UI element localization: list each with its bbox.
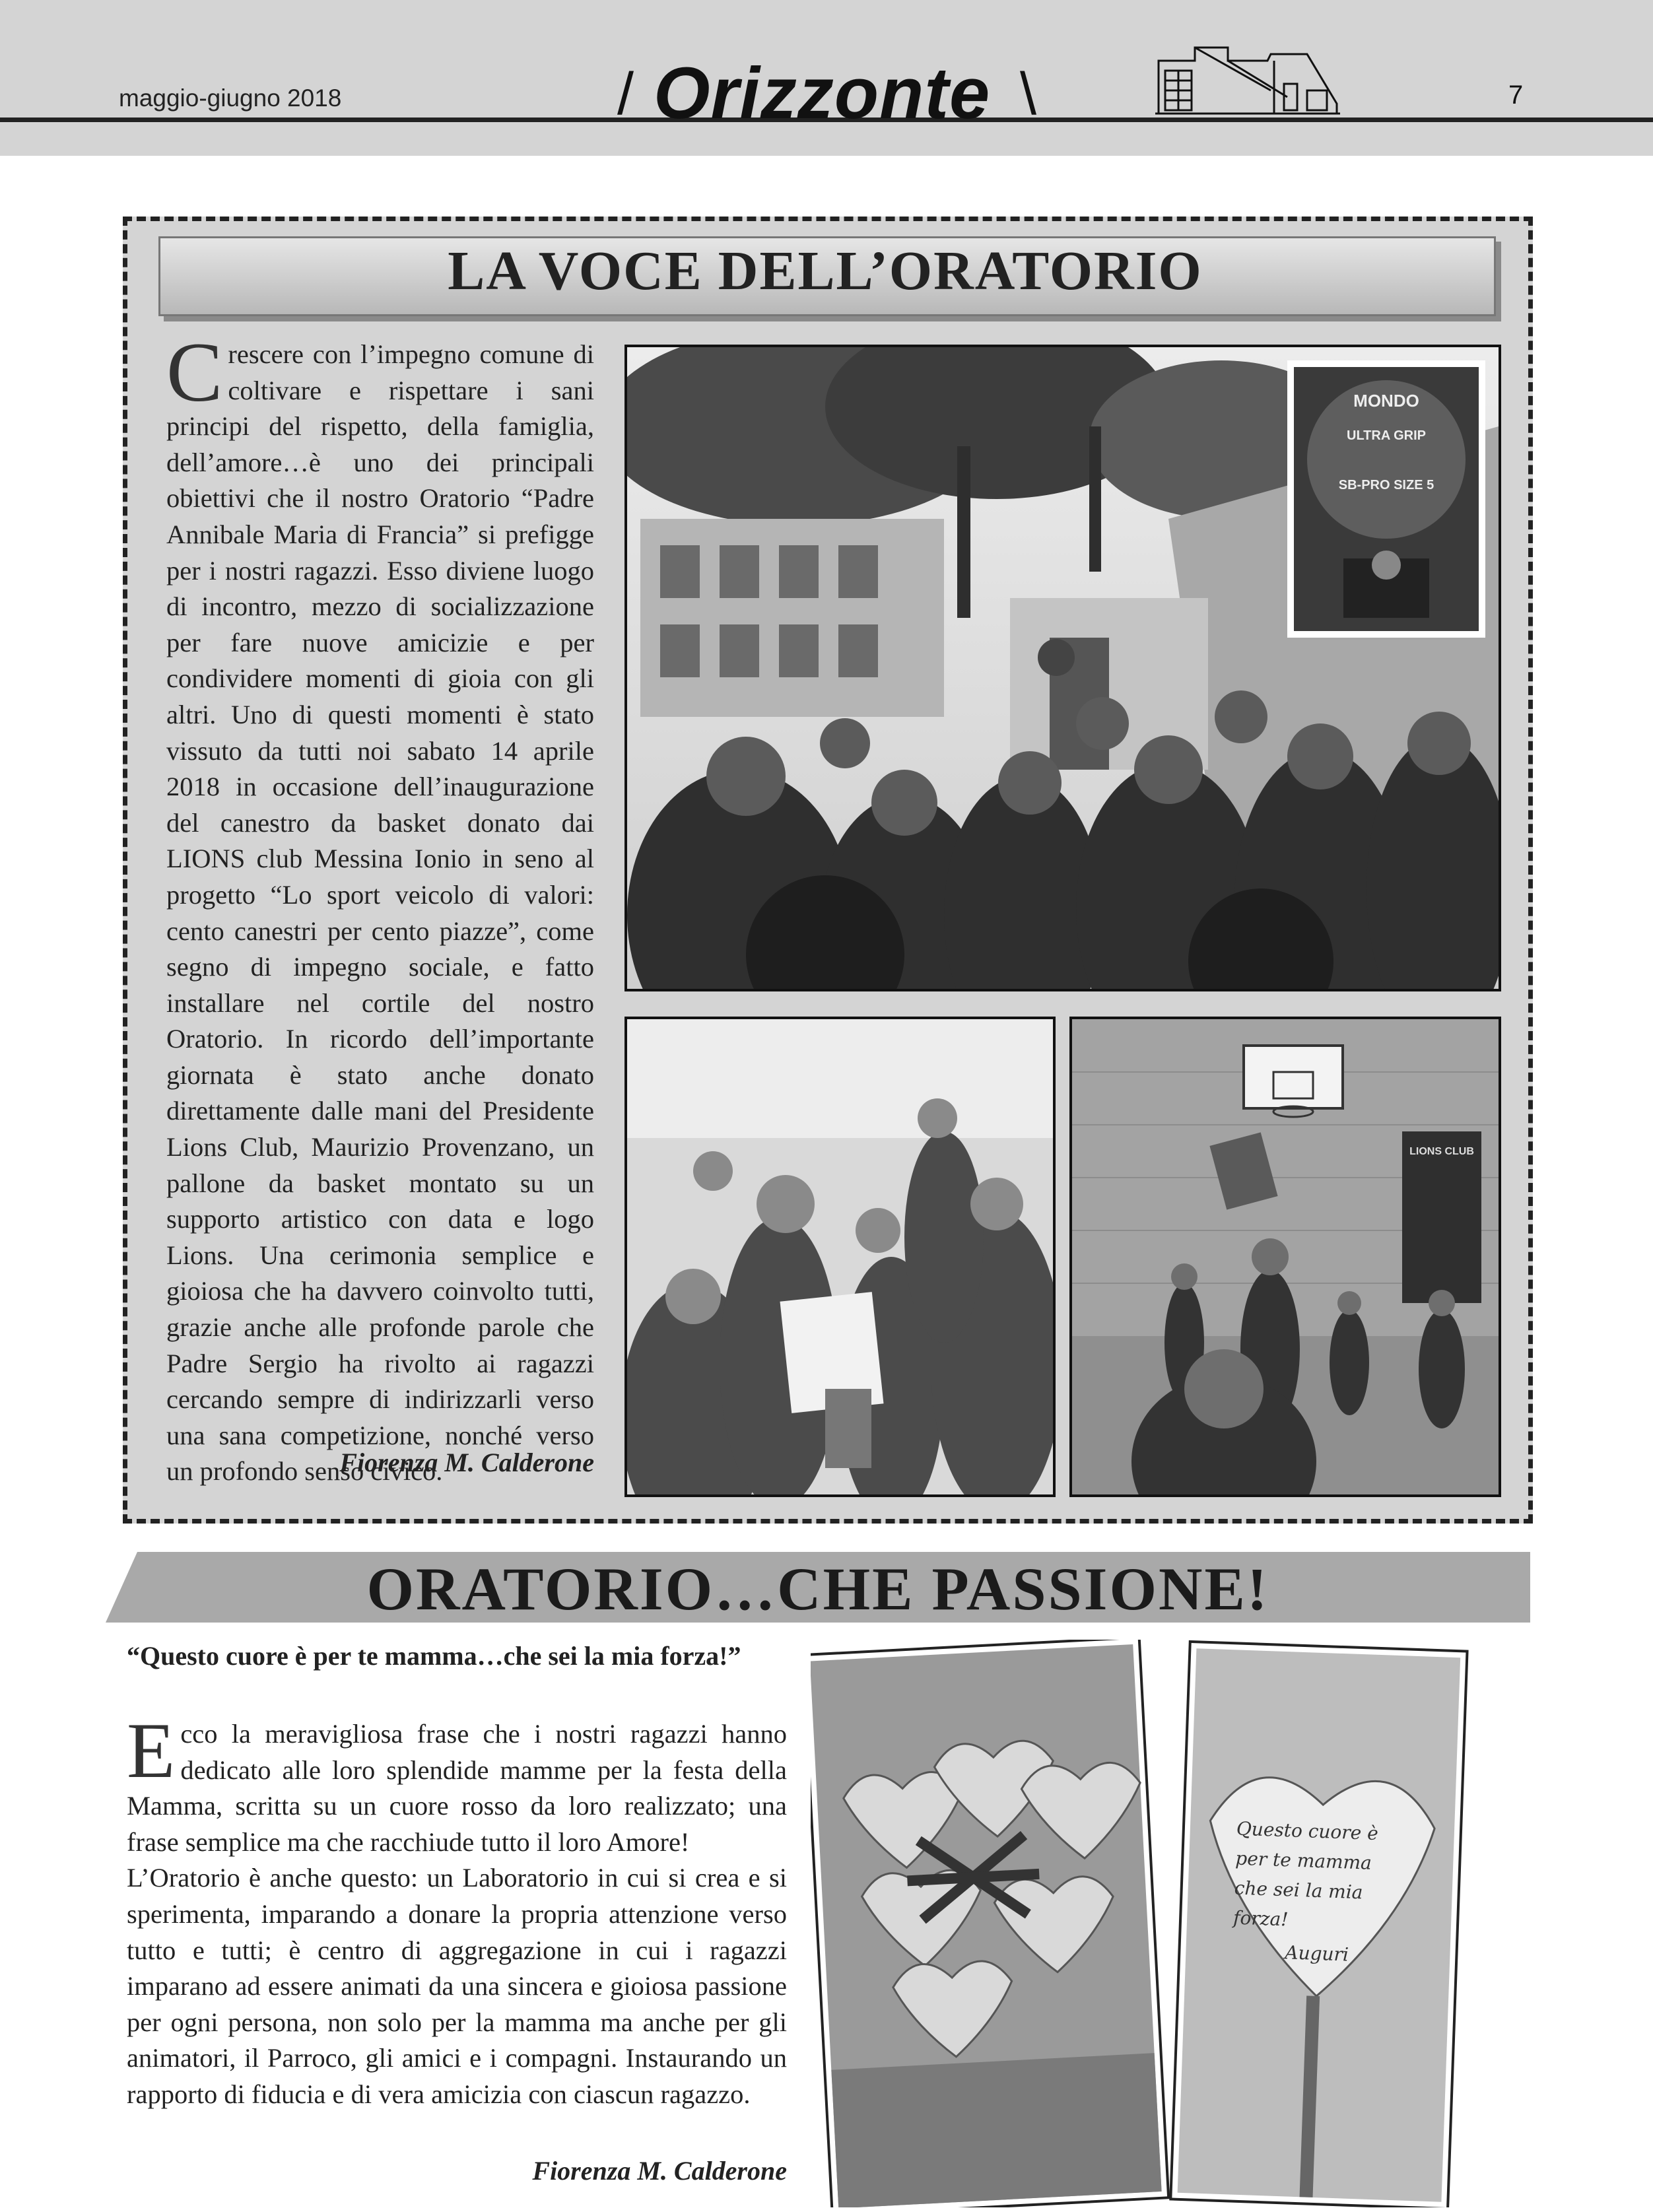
article2-text-p2: L’Oratorio è anche questo: un Laboratorio in cui si crea e si sperimenta, imparando a donare la propria attenzione verso tutto e tutti; è centro di aggregazione in cui i ragazzi imparano ad essere animati da una sincera e gioiosa passione per ogni persona, non solo per la mamma ma anche per gli animatori, il Parroco, gli amici e i compagni. Instaurando un rapporto di fiducia e di vera amicizia con ciascun ragazzo. [127, 1863, 787, 2109]
heart-note-line-1: Questo cuore è [1236, 1817, 1379, 1845]
photo-priest-ceremony [624, 1017, 1056, 1497]
ball-label-size: SB-PRO SIZE 5 [1338, 478, 1434, 492]
section1-title: LA VOCE DELL’ORATORIO [448, 240, 1203, 302]
church-building-icon [1155, 34, 1340, 117]
article2-author: Fiorenza M. Calderone [532, 2156, 787, 2186]
heart-note-line-5: Auguri [1284, 1941, 1349, 1966]
page-number: 7 [1508, 81, 1524, 110]
masthead-title: Orizzonte [654, 53, 991, 134]
section2-title: ORATORIO…CHE PASSIONE! [366, 1555, 1269, 1623]
masthead-slash-right: \ [1020, 61, 1037, 127]
article2-dropcap: E [127, 1706, 176, 1794]
photo-inauguration-crowd [624, 345, 1501, 991]
article1-text: rescere con l’impegno comune di coltivare e rispettare i sani principi del rispetto, della famiglia, dell’amore…è uno dei principali obiettivi che il nostro Oratorio “Padre Annibale Maria di Francia” si prefigge per i nostri ragazzi. Esso diviene luogo di incontro, mezzo di socializzazione per fare nuove amicizie e per condividere momenti di gioia con gli altri. Uno di questi momenti è stato vissuto da tutti noi sabato 14 aprile 2018 in occasione dell’inaugurazione del canestro da basket donato dai LIONS club Messina Ionio in seno al progetto “Lo sport veicolo di valori: cento canestri per cento piazze”, come segno di impegno sociale, e fatto installare nel cortile del nostro Oratorio. In ricordo dell’importante giornata è stato anche donato direttamente dalle mani del Presidente Lions Club, Maurizio Provenzano, un pallone da basket montato su un supporto artistico con data e logo Lions. Una cerimonia semplice e gioiosa che ha davvero coinvolto tutti, grazie anche alle profonde parole che Padre Sergio ha rivolto ai ragazzi cercando sempre di indirizzarli verso una sana competizione, nonché verso un profondo senso civico. [166, 339, 594, 1487]
article1-body [166, 325, 594, 1490]
issue-date: maggio-giugno 2018 [119, 84, 342, 112]
masthead-slash-left: / [617, 61, 634, 127]
ball-label-mondo: MONDO [1353, 391, 1419, 411]
heart-note-line-2: per te mamma [1234, 1847, 1372, 1874]
article1-author: Fiorenza M. Calderone [339, 1448, 594, 1477]
article2-text-p1: cco la meravigliosa frase che i nostri ragazzi hanno dedicato alle loro splendide mamme per la festa della Mamma, scritta su un cuore rosso da loro realizzato; una frase semplice ma che racchiude tutto il loro Amore! [127, 1719, 787, 1857]
photo-hearts-collage [811, 1640, 1471, 2207]
article1-dropcap: C [166, 325, 223, 419]
banner-lions-club: LIONS CLUB [1409, 1146, 1474, 1157]
heart-note-line-4: forza! [1232, 1906, 1289, 1931]
section2-subtitle: “Questo cuore è per te mamma…che sei la mia forza!” [127, 1641, 741, 1671]
heart-note-line-3: che sei la mia [1234, 1877, 1363, 1904]
photo-court-unveiling [1069, 1017, 1501, 1497]
article2-body [127, 1706, 787, 2113]
ball-label-ultragrip: ULTRA GRIP [1347, 428, 1426, 443]
